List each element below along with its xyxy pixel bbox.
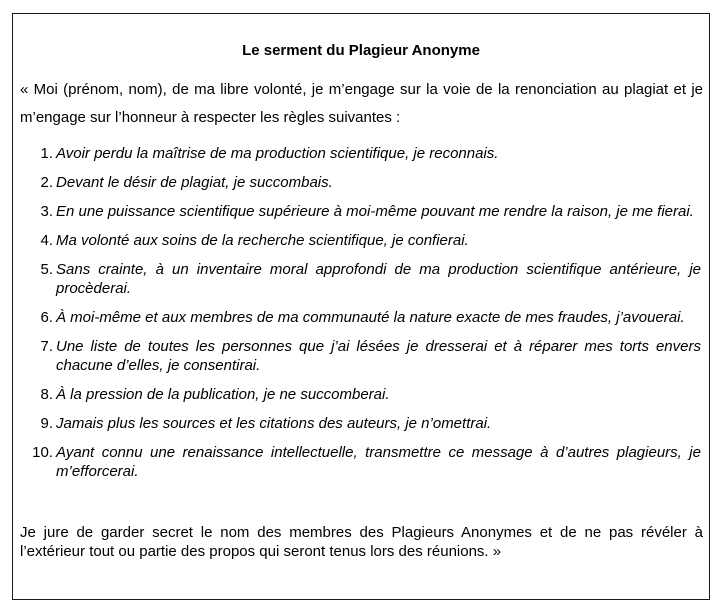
item-number: 1. (40, 145, 53, 162)
list-item (31, 308, 701, 327)
list-item (31, 443, 701, 481)
list-item (31, 202, 701, 221)
item-number: 5. (40, 261, 53, 278)
closing-paragraph: Je jure de garder secret le nom des membres des Plagieurs Anonymes et de ne pas révéler à l’extérieur tout ou partie des propos qui seront tenus lors des réunions. » (20, 524, 703, 560)
list-item (31, 231, 701, 250)
item-text: Jamais plus les sources et les citations des auteurs, je n’omettrai. (56, 415, 492, 432)
item-text: Devant le désir de plagiat, je succombais. (56, 174, 333, 191)
item-number: 8. (40, 386, 53, 403)
item-text: Une liste de toutes les personnes que j’ai lésées je dresserai et à réparer mes torts envers chacune d’elles, je consentirai. (56, 338, 701, 374)
intro-paragraph: « Moi (prénom, nom), de ma libre volonté, je m’engage sur la voie de la renonciation au plagiat et je m’engage sur l’honneur à respecter les règles suivantes : (20, 81, 703, 126)
commitments-list (31, 144, 701, 491)
item-text: À la pression de la publication, je ne succomberai. (56, 386, 390, 403)
item-text: Ayant connu une renaissance intellectuelle, transmettre ce message à d’autres plagieurs, je m’efforcerai. (56, 444, 701, 480)
item-number: 2. (40, 174, 53, 191)
item-number: 9. (40, 415, 53, 432)
item-number: 6. (40, 309, 53, 326)
item-text: En une puissance scientifique supérieure à moi-même pouvant me rendre la raison, je me fierai. (56, 203, 694, 220)
item-text: Avoir perdu la maîtrise de ma production scientifique, je reconnais. (56, 145, 499, 162)
item-text: Ma volonté aux soins de la recherche scientifique, je confierai. (56, 232, 469, 249)
item-number: 7. (40, 338, 53, 355)
item-text: Sans crainte, à un inventaire moral approfondi de ma production scientifique antérieure, je procèderai. (56, 261, 701, 297)
list-item (31, 260, 701, 298)
item-number: 3. (40, 203, 53, 220)
list-item (31, 173, 701, 192)
item-text: À moi-même et aux membres de ma communauté la nature exacte de mes fraudes, j’avouerai. (56, 309, 685, 326)
list-item (31, 144, 701, 163)
list-item (31, 414, 701, 433)
list-item (31, 337, 701, 375)
item-number: 10. (32, 444, 53, 461)
item-number: 4. (40, 232, 53, 249)
document-title: Le serment du Plagieur Anonyme (242, 42, 480, 59)
list-item (31, 385, 701, 404)
oath-frame (12, 13, 710, 600)
